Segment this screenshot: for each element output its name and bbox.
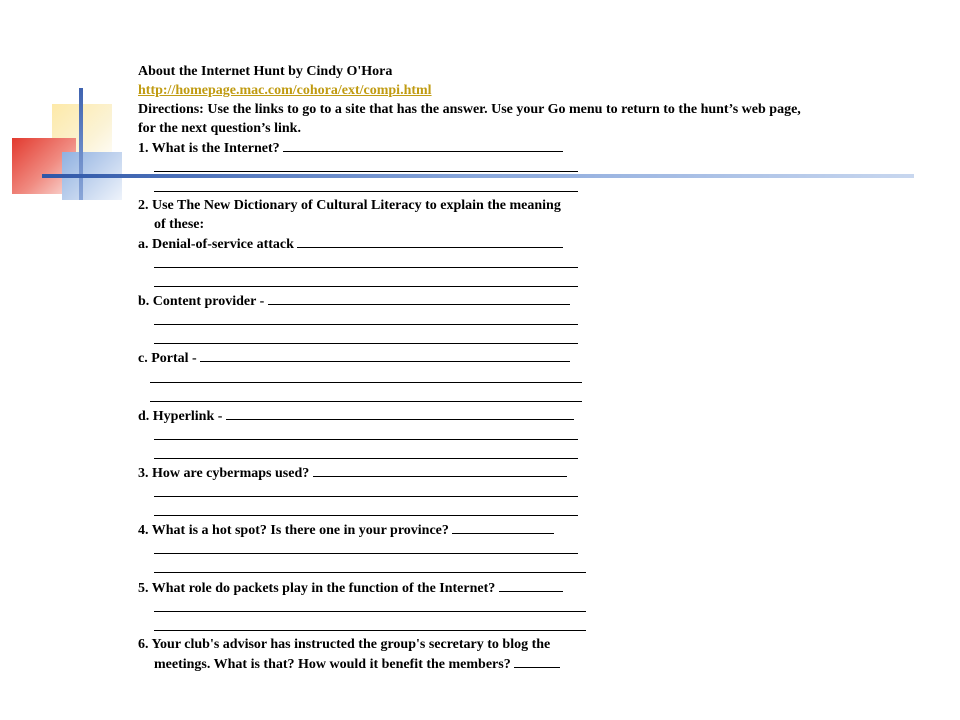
answer-line[interactable] bbox=[154, 501, 578, 516]
directions-line-2: for the next question’s link. bbox=[138, 121, 301, 137]
answer-line[interactable] bbox=[154, 157, 578, 172]
question-6-text: meetings. What is that? How would it benefit the members? bbox=[154, 656, 511, 672]
answer-blank[interactable] bbox=[313, 463, 567, 477]
question-2d-text: d. Hyperlink - bbox=[138, 408, 223, 424]
question-1-text: 1. What is the Internet? bbox=[138, 141, 280, 157]
answer-blank[interactable] bbox=[499, 578, 563, 592]
question-2c bbox=[138, 348, 918, 367]
answer-blank[interactable] bbox=[283, 138, 563, 152]
question-3 bbox=[138, 463, 918, 482]
answer-line[interactable] bbox=[150, 368, 582, 383]
question-6 bbox=[138, 654, 918, 673]
answer-blank[interactable] bbox=[514, 654, 560, 668]
question-4-text: 4. What is a hot spot? Is there one in your province? bbox=[138, 523, 449, 539]
answer-line[interactable] bbox=[154, 597, 586, 612]
question-1 bbox=[138, 138, 918, 157]
answer-line[interactable] bbox=[154, 253, 578, 268]
question-2a bbox=[138, 234, 918, 253]
hunt-link[interactable]: http://homepage.mac.com/cohora/ext/compi.html bbox=[138, 83, 432, 99]
answer-line[interactable] bbox=[154, 616, 586, 631]
answer-line[interactable] bbox=[154, 558, 586, 573]
worksheet-title: About the Internet Hunt by Cindy O'Hora bbox=[138, 64, 393, 79]
question-2d bbox=[138, 406, 918, 425]
question-5 bbox=[138, 578, 918, 597]
decor-red-square bbox=[12, 138, 76, 194]
answer-blank[interactable] bbox=[200, 348, 570, 362]
worksheet bbox=[138, 62, 918, 673]
directions-line-1: Directions: Use the links to go to a site that has the answer. Use your Go menu to return to the hunt’s web page, bbox=[138, 102, 801, 118]
answer-line[interactable] bbox=[154, 444, 578, 459]
question-2-line-2: of these: bbox=[154, 216, 205, 232]
decor-vertical-line bbox=[79, 88, 83, 200]
answer-line[interactable] bbox=[154, 310, 578, 325]
answer-line[interactable] bbox=[154, 482, 578, 497]
question-2a-text: a. Denial-of-service attack bbox=[138, 236, 294, 252]
question-6-line-1: 6. Your club's advisor has instructed the group's secretary to blog the bbox=[138, 636, 551, 652]
answer-line[interactable] bbox=[150, 387, 582, 402]
answer-blank[interactable] bbox=[297, 234, 563, 248]
question-2b bbox=[138, 291, 918, 310]
answer-blank[interactable] bbox=[452, 520, 554, 534]
answer-blank[interactable] bbox=[226, 406, 574, 420]
answer-line[interactable] bbox=[154, 539, 578, 554]
answer-line[interactable] bbox=[154, 329, 578, 344]
question-5-text: 5. What role do packets play in the function of the Internet? bbox=[138, 580, 496, 596]
answer-line[interactable] bbox=[154, 425, 578, 440]
question-3-text: 3. How are cybermaps used? bbox=[138, 465, 310, 481]
question-4 bbox=[138, 520, 918, 539]
answer-line[interactable] bbox=[154, 272, 578, 287]
answer-line[interactable] bbox=[154, 177, 578, 192]
answer-blank[interactable] bbox=[268, 291, 570, 305]
question-2b-text: b. Content provider - bbox=[138, 294, 265, 310]
decor-yellow-square bbox=[52, 104, 112, 168]
question-2c-text: c. Portal - bbox=[138, 351, 197, 367]
decor-blue-square bbox=[62, 152, 122, 200]
question-2-line-1: 2. Use The New Dictionary of Cultural Literacy to explain the meaning bbox=[138, 197, 561, 213]
